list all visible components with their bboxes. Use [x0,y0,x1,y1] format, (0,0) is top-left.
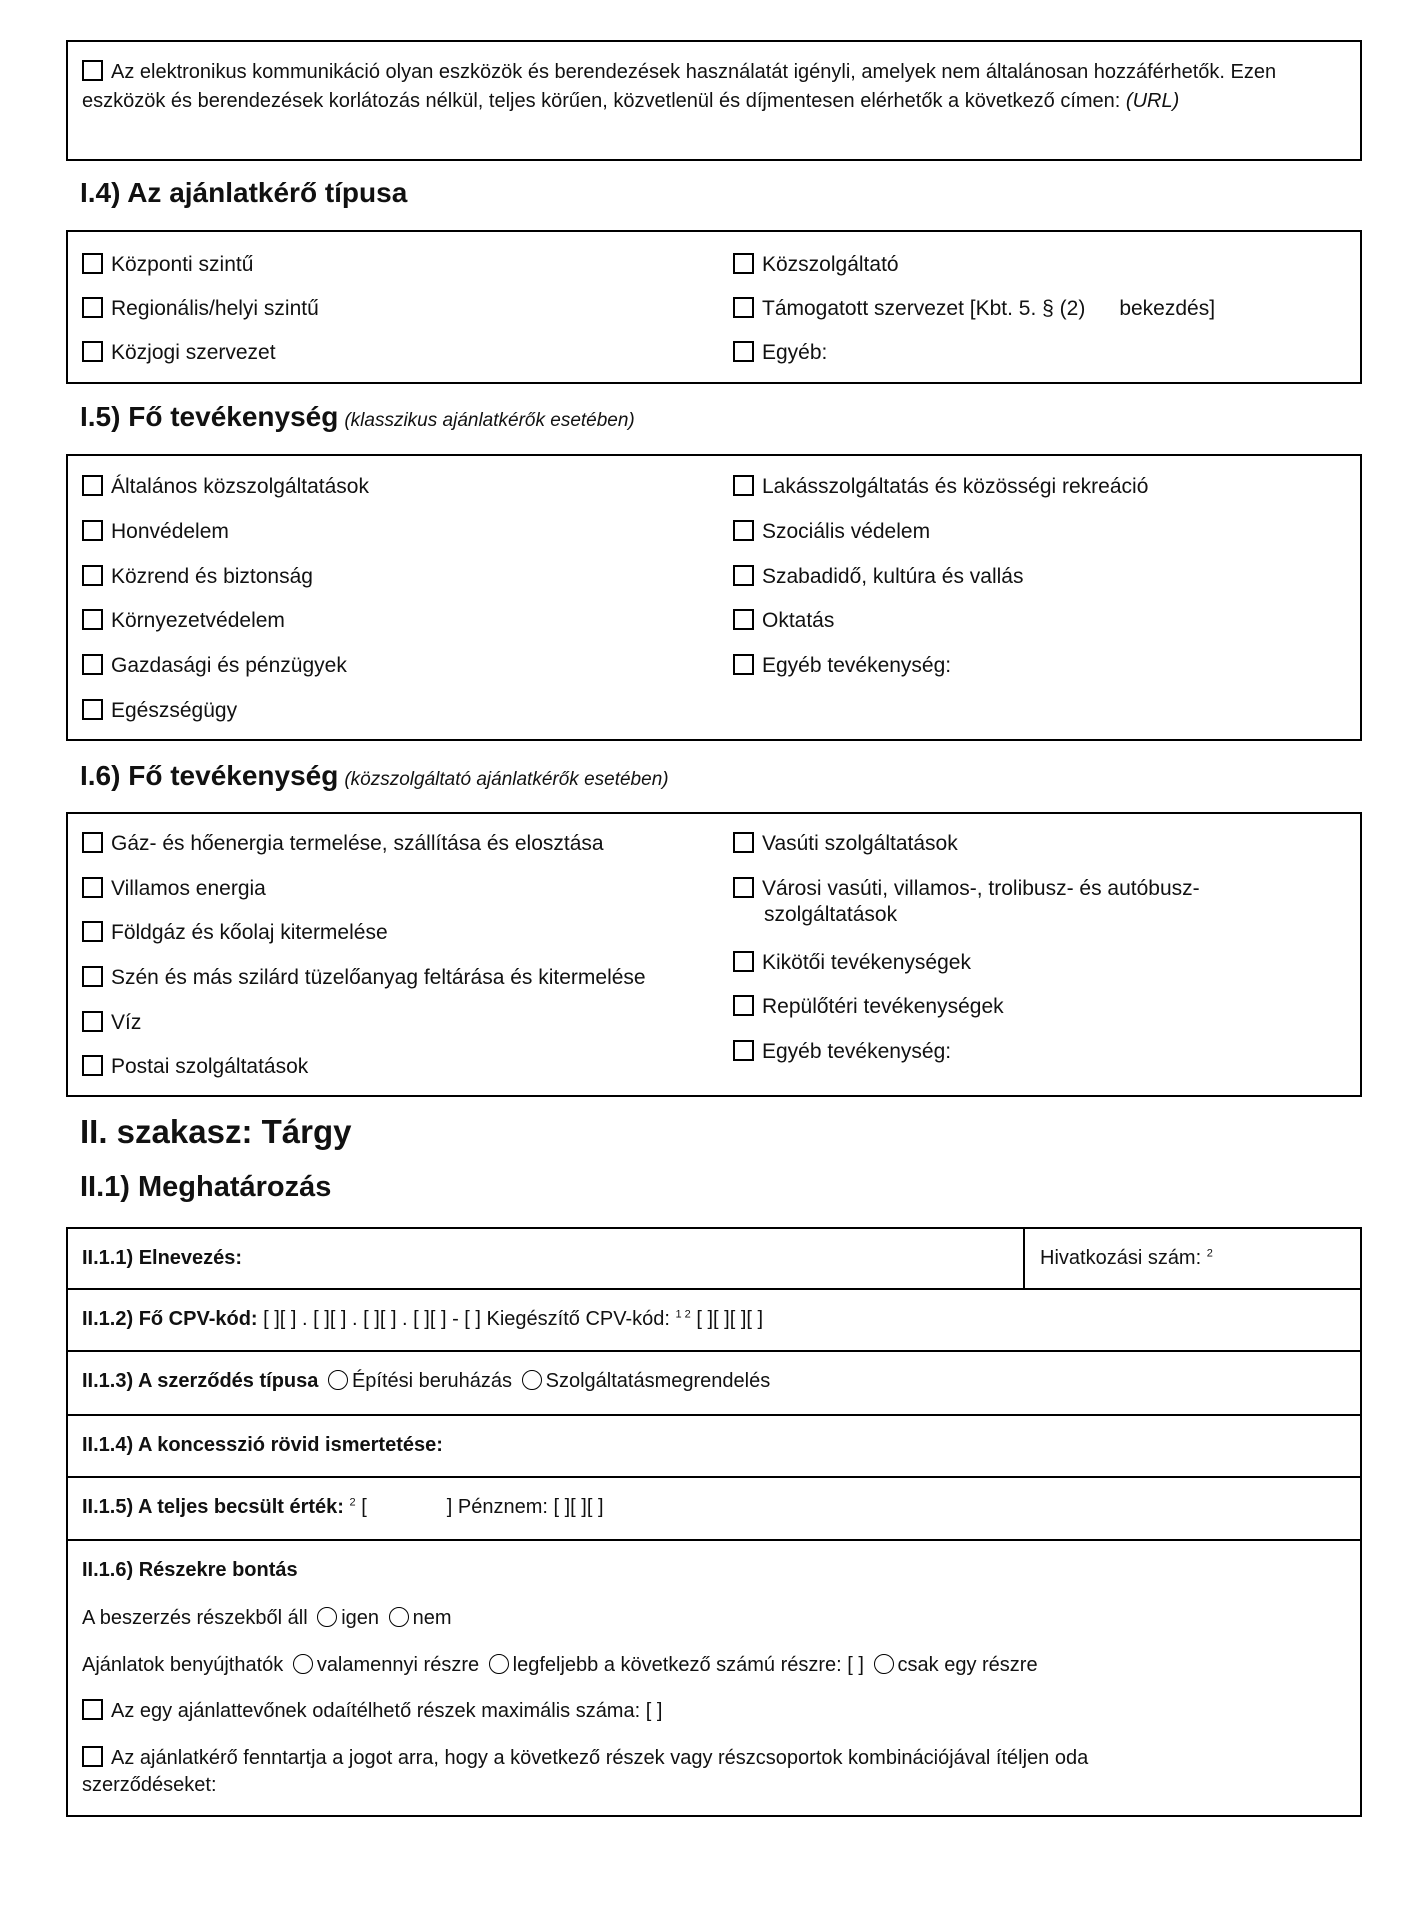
section-i4-box [66,230,1362,384]
checkbox-icon[interactable] [82,565,103,586]
option-gazdasagi[interactable]: Gazdasági és pénzügyek [82,653,347,679]
option-villamos[interactable]: Villamos energia [82,876,266,902]
checkbox-icon[interactable] [82,297,103,318]
section-i6-subtitle: (közszolgáltató ajánlatkérők esetében) [344,769,669,790]
checkbox-icon[interactable] [82,1011,103,1032]
row-cpv: II.1.2) Fő CPV-kód: [ ][ ] . [ ][ ] . [ ][ ] . [ ][ ] - [ ] Kiegészítő CPV-kód: $^{1 2}$ [ ][ ][ ][ ] [66,1290,1362,1352]
checkbox-icon[interactable] [82,609,103,630]
option-kornyezet[interactable]: Környezetvédelem [82,608,285,634]
row-becsult-ertek: II.1.5) A teljes becsült érték: $^2$ [ ] Pénznem: [ ][ ][ ] [66,1478,1362,1541]
kombinacio-checkbox[interactable] [82,1746,103,1767]
checkbox-icon[interactable] [82,966,103,987]
url-label: (URL) [1125,90,1180,112]
option-viz[interactable]: Víz [82,1010,141,1036]
checkbox-icon[interactable] [733,609,754,630]
option-repuloteri[interactable]: Repülőtéri tevékenységek [733,994,1004,1020]
section-i6-title: I.6) Fő tevékenység (közszolgáltató ajánlatkérők esetében) [80,760,669,791]
checkbox-icon[interactable] [82,699,103,720]
radio-szolgaltatas[interactable] [522,1370,542,1390]
elnevezes-label: II.1.1) Elnevezés: [82,1247,243,1269]
section-i5-subtitle: (klasszikus ajánlatkérők esetében) [344,410,635,431]
cpv-label: II.1.2) Fő CPV-kód: [82,1308,258,1330]
column-divider [1023,1229,1025,1288]
option-foldgaz[interactable]: Földgáz és kőolaj kitermelése [82,920,388,946]
max-reszek-checkbox[interactable] [82,1699,103,1720]
reszekre-bontas-label: II.1.6) Részekre bontás [82,1559,298,1581]
checkbox-icon[interactable] [82,475,103,496]
option-kozjogi[interactable]: Közjogi szervezet [82,340,276,366]
option-regionalis[interactable]: Regionális/helyi szintű [82,296,319,322]
electronic-comm-checkbox[interactable] [82,60,103,81]
radio-igen[interactable] [317,1607,337,1627]
checkbox-icon[interactable] [82,654,103,675]
section-ii1-title: II.1) Meghatározás [80,1171,332,1203]
szerzodes-tipusa-label: II.1.3) A szerződés típusa [82,1370,319,1392]
radio-nem[interactable] [389,1607,409,1627]
checkbox-icon[interactable] [82,921,103,942]
checkbox-icon[interactable] [733,297,754,318]
becsult-ertek-label: II.1.5) A teljes becsült érték: [82,1496,344,1518]
row-reszekre-bontas: II.1.6) Részekre bontás A beszerzés részekből áll igen nem Ajánlatok benyújthatók valamennyi részre legfeljebb a következő számú részre: [ ] csak egy részre Az egy ajánlattevőnek odaítélhető részek maximális száma: [ ] Az ajánlatkérő fenntartja a jogot arra, hogy a következő részek vagy részcsoportok kombinációjával ítéljen oda szerződéseket: [66,1541,1362,1817]
radio-csak-egy[interactable] [874,1654,894,1674]
radio-legfeljebb[interactable] [489,1654,509,1674]
option-kozponti[interactable]: Központi szintű [82,252,253,278]
section-ii-title: II. szakasz: Tárgy [80,1113,352,1150]
checkbox-icon[interactable] [733,995,754,1016]
option-egyeb[interactable]: Egyéb: [733,340,827,366]
checkbox-icon[interactable] [733,475,754,496]
checkbox-icon[interactable] [733,1040,754,1061]
checkbox-icon[interactable] [82,1055,103,1076]
section-i4-title: I.4) Az ajánlatkérő típusa [80,177,408,208]
option-postai[interactable]: Postai szolgáltatások [82,1054,308,1080]
option-kozrend[interactable]: Közrend és biztonság [82,564,313,590]
checkbox-icon[interactable] [733,565,754,586]
electronic-comm-text-block [82,58,1342,116]
option-tamogatott[interactable]: Támogatott szervezet [Kbt. 5. § (2) bekezdés] [733,296,1215,322]
checkbox-icon[interactable] [733,877,754,898]
option-egeszsegugy[interactable]: Egészségügy [82,698,237,724]
option-vasuti[interactable]: Vasúti szolgáltatások [733,831,958,857]
option-altalanos[interactable]: Általános közszolgáltatások [82,474,369,500]
option-honvedelem[interactable]: Honvédelem [82,519,229,545]
checkbox-icon[interactable] [733,253,754,274]
checkbox-icon[interactable] [82,877,103,898]
checkbox-icon[interactable] [733,654,754,675]
electronic-comm-text: Az elektronikus kommunikáció olyan eszközök és berendezések használatát igényli, amelyek nem általánosan hozzáférhetők. Ezen eszközök és berendezések korlátozás nélkül, teljes körűen, közvetlenül és díjmentesen elérhetők a következő címen: [82,61,1277,112]
row-szerzodes-tipusa: II.1.3) A szerződés típusa Építési beruházás Szolgáltatásmegrendelés [66,1352,1362,1416]
option-egyeb-tev[interactable]: Egyéb tevékenység: [733,653,951,679]
option-egyeb-tev2[interactable]: Egyéb tevékenység: [733,1039,951,1065]
option-kozszolgaltato[interactable]: Közszolgáltató [733,252,899,278]
radio-valamennyi[interactable] [293,1654,313,1674]
section-i6-box [66,812,1362,1097]
checkbox-icon[interactable] [733,520,754,541]
section-i5-title: I.5) Fő tevékenység (klasszikus ajánlatkérők esetében) [80,401,635,432]
option-szen[interactable]: Szén és más szilárd tüzelőanyag feltárása és kitermelése [82,965,646,991]
row-elnevezes: II.1.1) Elnevezés: Hivatkozási szám: $^2$ [66,1227,1362,1290]
ismertetes-label: II.1.4) A koncesszió rövid ismertetése: [82,1434,443,1456]
option-lakas[interactable]: Lakásszolgáltatás és közösségi rekreáció [733,474,1148,500]
hivatkozasi-szam-label: Hivatkozási szám: [1040,1247,1202,1269]
checkbox-icon[interactable] [733,341,754,362]
option-oktatas[interactable]: Oktatás [733,608,834,634]
option-szabadido[interactable]: Szabadidő, kultúra és vallás [733,564,1024,590]
option-gaz[interactable]: Gáz- és hőenergia termelése, szállítása és elosztása [82,831,604,857]
option-kikotoi[interactable]: Kikötői tevékenységek [733,950,971,976]
checkbox-icon[interactable] [82,341,103,362]
option-szocialis[interactable]: Szociális védelem [733,519,930,545]
checkbox-icon[interactable] [82,520,103,541]
checkbox-icon[interactable] [82,253,103,274]
radio-epitesi[interactable] [328,1370,348,1390]
option-varosi[interactable]: Városi vasúti, villamos-, trolibusz- és autóbusz- szolgáltatások [733,876,1200,928]
checkbox-icon[interactable] [733,832,754,853]
electronic-comm-box [66,40,1362,161]
checkbox-icon[interactable] [733,951,754,972]
section-i5-box [66,454,1362,741]
row-ismertetes [66,1416,1362,1478]
checkbox-icon[interactable] [82,832,103,853]
